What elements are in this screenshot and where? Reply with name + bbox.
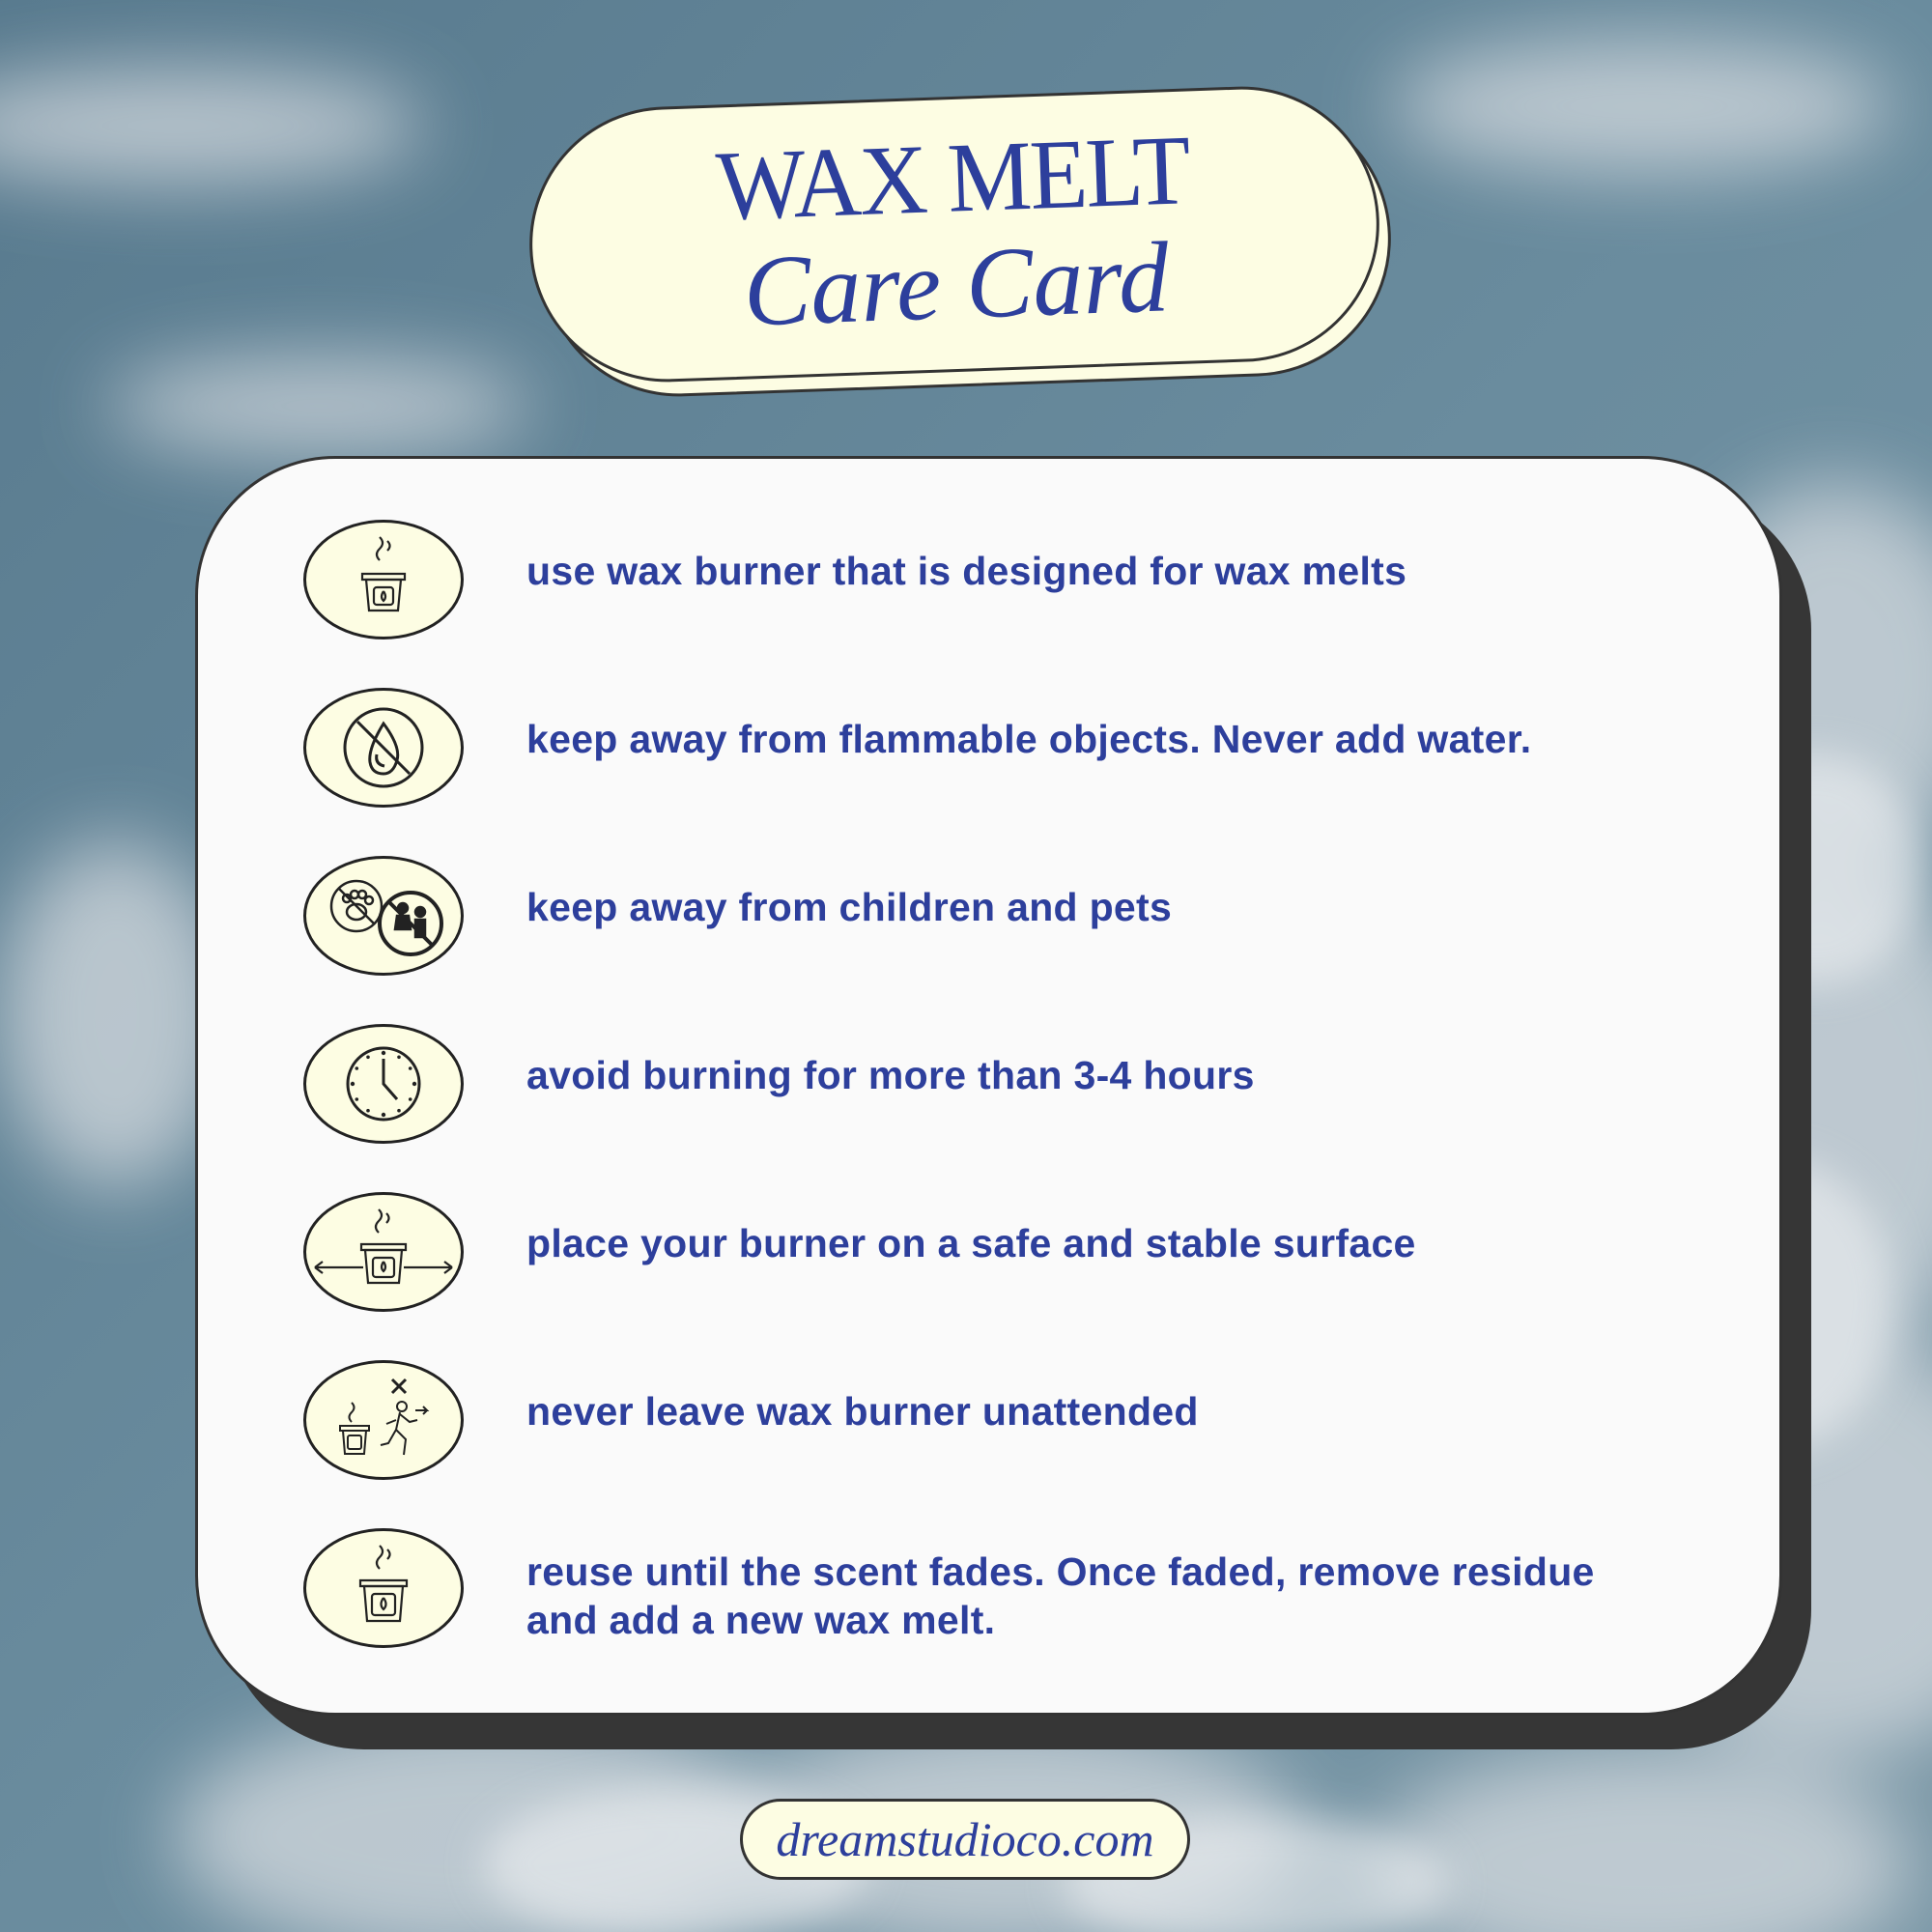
care-card (195, 456, 1782, 1716)
no-children-pets-icon (303, 856, 464, 976)
website-pill[interactable] (740, 1799, 1190, 1880)
care-item (198, 1024, 1779, 1148)
care-item-text: avoid burning for more than 3-4 hours (526, 1053, 1255, 1097)
care-item-text: keep away from children and pets (526, 885, 1173, 929)
title-pill (525, 82, 1383, 387)
care-item (198, 1192, 1779, 1316)
care-item-text: never leave wax burner unattended (526, 1389, 1199, 1434)
page-subtitle: Care Card (741, 220, 1171, 348)
reuse-burner-icon (303, 1528, 464, 1648)
stable-surface-icon (303, 1192, 464, 1312)
care-item (198, 856, 1779, 980)
care-item (198, 520, 1779, 643)
care-item (198, 1360, 1779, 1484)
care-item-text: use wax burner that is designed for wax melts (526, 549, 1407, 593)
care-item (198, 1528, 1779, 1652)
care-item-text: keep away from flammable objects. Never add water. (526, 717, 1532, 761)
page-title: WAX MELT (714, 115, 1191, 242)
website-link[interactable]: dreamstudioco.com (776, 1812, 1154, 1866)
care-item (198, 688, 1779, 811)
wax-burner-icon (303, 520, 464, 639)
no-water-icon (303, 688, 464, 808)
clock-icon (303, 1024, 464, 1144)
care-item-text: place your burner on a safe and stable surface (526, 1221, 1416, 1265)
care-item-text: reuse until the scent fades. Once faded, remove residue and add a new wax melt. (526, 1549, 1595, 1642)
unattended-icon (303, 1360, 464, 1480)
